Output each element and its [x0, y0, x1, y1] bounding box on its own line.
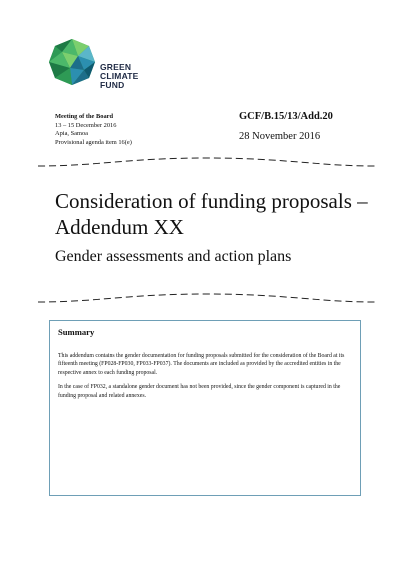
meeting-title: Meeting of the Board	[55, 113, 114, 120]
document-reference	[239, 111, 333, 143]
bottom-divider	[38, 292, 376, 304]
logo-wordmark	[100, 63, 139, 90]
meeting-agenda-item: Provisional agenda item 16(e)	[55, 138, 132, 146]
page-subtitle: Gender assessments and action plans	[55, 248, 292, 265]
summary-heading: Summary	[58, 327, 95, 337]
top-divider	[38, 156, 376, 168]
logo-line-2: CLIMATE	[100, 71, 139, 81]
summary-paragraph-2: In the case of FP032, a standalone gender document has not been provided, since the gender component is captured in the funding proposal and related annexes.	[58, 384, 341, 399]
meeting-info	[55, 113, 132, 147]
meeting-location: Apia, Samoa	[55, 130, 89, 138]
logo-line-3: FUND	[100, 80, 125, 90]
document-date: 28 November 2016	[239, 131, 321, 142]
meeting-dates: 13 – 15 December 2016	[55, 121, 117, 129]
document-code: GCF/B.15/13/Add.20	[239, 111, 333, 122]
summary-paragraph-1: This addendum contains the gender documentation for funding proposals submitted for the consideration of the Board at its fifteenth meeting (FP028-FP030, FP033-FP037). The documents are included as provided by the accredited entities in the respective annex to each funding proposal.	[58, 353, 345, 376]
gcf-logo	[48, 38, 178, 100]
summary-box	[49, 320, 361, 496]
logo-line-1: GREEN	[100, 62, 132, 72]
globe-icon	[48, 38, 96, 86]
page-title: Consideration of funding proposals – Addendum XX	[55, 189, 368, 239]
